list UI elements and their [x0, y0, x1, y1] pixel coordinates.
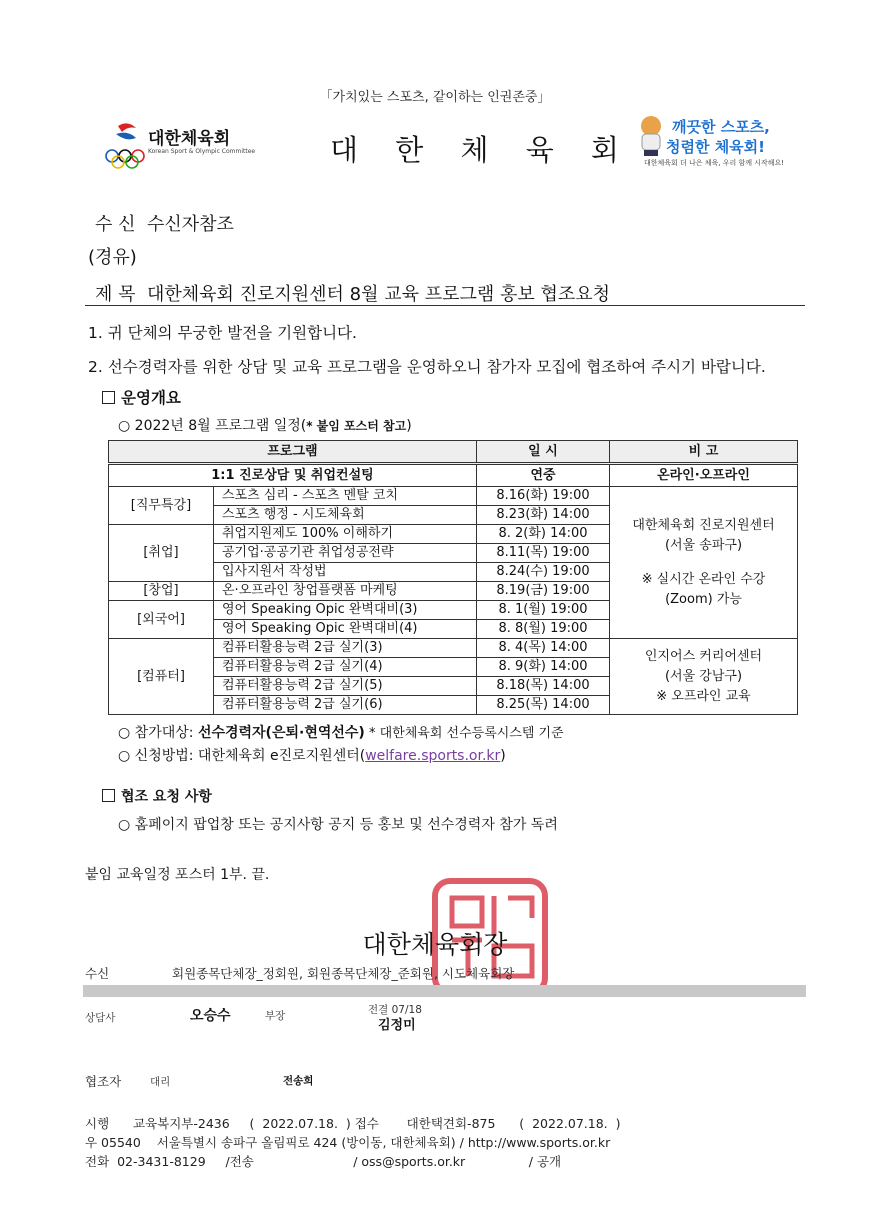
program-cell: 컴퓨터활용능력 2급 실기(6): [214, 696, 477, 715]
recipient-label: 수 신: [95, 214, 136, 235]
program-cell: 입사지원서 작성법: [214, 563, 477, 582]
sub-note: 온라인·오프라인: [610, 464, 798, 487]
logo-en: Korean Sport & Olympic Committee: [148, 148, 256, 155]
note-line: (서울 송파구): [664, 537, 743, 553]
logo-line2: 청렴한 체육회!: [666, 138, 766, 156]
apply-prefix: ○ 신청방법: 대한체육회 e진로지원센터(: [118, 748, 366, 764]
recipient-value: 수신자참조: [146, 214, 234, 235]
table-row: [109, 639, 798, 658]
category-cell: [외국어]: [109, 601, 214, 639]
paragraph-1: 1. 귀 단체의 무궁한 발전을 기원합니다.: [88, 324, 357, 342]
mascot-icon: [632, 114, 670, 158]
org-title: 대 한 체 육 회: [330, 133, 633, 167]
date-cell: 8. 1(월) 19:00: [477, 601, 610, 620]
signer-title: 대한체육회장: [362, 930, 508, 959]
integrity-campaign-logo: [632, 114, 785, 174]
category-cell: [컴퓨터]: [109, 639, 214, 715]
subject-label: 제 목: [95, 284, 136, 305]
apply-link[interactable]: welfare.sports.or.kr: [365, 748, 501, 764]
counselor-name: 오승수: [190, 1008, 231, 1024]
slogan: 「가치있는 스포츠, 같이하는 인권존중」: [319, 90, 551, 105]
address-line: 우 05540 서울특별시 송파구 올림픽로 424 (방이동, 대한체육회) / http://www.sports.or.kr: [85, 1135, 611, 1150]
category-cell: [취업]: [109, 525, 214, 582]
manager-name: 김정미: [378, 1018, 416, 1033]
program-cell: 컴퓨터활용능력 2급 실기(4): [214, 658, 477, 677]
apply-line: [118, 745, 506, 765]
logo-name: 대한체육회: [148, 129, 231, 149]
date-cell: 8.24(수) 19:00: [477, 563, 610, 582]
sub-date: 연중: [477, 464, 610, 487]
cooperator-label: 협조자: [85, 1074, 122, 1089]
date-cell: 8.23(화) 14:00: [477, 506, 610, 525]
logo-line1: 깨끗한 스포츠,: [672, 118, 770, 136]
program-cell: 스포츠 행정 - 시도체육회: [214, 506, 477, 525]
table-row: [109, 464, 798, 487]
section-request: [102, 786, 212, 806]
section-overview-label: 운영개요: [121, 389, 181, 407]
header-date: 일 시: [477, 441, 610, 464]
cooperator-title: 대리: [150, 1076, 171, 1088]
date-cell: 8. 8(월) 19:00: [477, 620, 610, 639]
schedule-heading: [118, 415, 412, 435]
category-cell: [직무특강]: [109, 487, 214, 525]
checkbox-icon: [102, 789, 115, 802]
recipients-label: 수신: [85, 966, 110, 981]
note-line: (서울 강남구): [664, 668, 743, 684]
delegated-approval: 전결 07/18: [368, 1004, 422, 1016]
contact-line: 전화 02-3431-8129 /전송 / oss@sports.or.kr / 공개: [85, 1154, 562, 1169]
section-request-label: 협조 요청 사항: [121, 789, 212, 805]
note-line: [618, 556, 789, 570]
paragraph-2: 2. 선수경력자를 위한 상담 및 교육 프로그램을 운영하오니 참가자 모집에 협조하여 주시기 바랍니다.: [88, 358, 766, 376]
via-line: (경유): [88, 247, 137, 268]
program-schedule-table: [108, 440, 798, 715]
program-cell: 영어 Speaking Opic 완벽대비(3): [214, 601, 477, 620]
program-cell: 컴퓨터활용능력 2급 실기(3): [214, 639, 477, 658]
request-line: ○ 홈페이지 팝업창 또는 공지사항 공지 등 홍보 및 선수경력자 참가 독려: [118, 817, 558, 833]
date-cell: 8.16(화) 19:00: [477, 487, 610, 506]
note-cell-1: [610, 487, 798, 639]
table-header-row: [109, 441, 798, 464]
attachment-line: 붙임 교육일정 포스터 1부. 끝.: [85, 867, 270, 883]
olympic-rings-icon: [104, 120, 148, 170]
target-line: [118, 722, 564, 742]
program-cell: 컴퓨터활용능력 2급 실기(5): [214, 677, 477, 696]
note-line: 대한체육회 진로지원센터: [632, 517, 775, 533]
program-cell: 공기업·공공기관 취업성공전략: [214, 544, 477, 563]
subject-line: [95, 280, 610, 306]
program-cell: 영어 Speaking Opic 완벽대비(4): [214, 620, 477, 639]
logo-tagline: 대한체육회 더 나은 체육, 우리 함께 시작해요!: [644, 159, 785, 167]
enforcement-line: 시행 교육복지부-2436 ( 2022.07.18. ) 접수 대한택견회-875 ( 2022.07.18. ): [85, 1116, 621, 1131]
manager-label: 부장: [265, 1010, 286, 1022]
subject-divider: [85, 305, 805, 306]
header-note: 비 고: [610, 441, 798, 464]
subject-value: 대한체육회 진로지원센터 8월 교육 프로그램 홍보 협조요청: [146, 284, 611, 305]
recipient-line: [95, 210, 234, 236]
section-overview: [102, 386, 181, 408]
note-cell-2: [610, 639, 798, 715]
header-program: 프로그램: [109, 441, 477, 464]
schedule-suffix: ): [406, 418, 412, 434]
table-row: [109, 487, 798, 506]
date-cell: 8.18(목) 14:00: [477, 677, 610, 696]
date-cell: 8.19(금) 19:00: [477, 582, 610, 601]
program-cell: 스포츠 심리 - 스포츠 멘탈 코치: [214, 487, 477, 506]
date-cell: 8.25(목) 14:00: [477, 696, 610, 715]
category-cell: [창업]: [109, 582, 214, 601]
schedule-prefix: ○ 2022년 8월 프로그램 일정(: [118, 418, 307, 434]
note-line: ※ 실시간 온라인 수강: [641, 571, 766, 587]
cooperator-name: 전송희: [283, 1075, 314, 1087]
apply-suffix: ): [500, 748, 506, 764]
program-cell: 취업지원제도 100% 이해하기: [214, 525, 477, 544]
note-line: (Zoom) 가능: [665, 591, 742, 607]
program-cell: 온·오프라인 창업플랫폼 마케팅: [214, 582, 477, 601]
date-cell: 8. 9(화) 14:00: [477, 658, 610, 677]
target-prefix: ○ 참가대상:: [118, 725, 198, 741]
date-cell: 8.11(목) 19:00: [477, 544, 610, 563]
counselor-label: 상담사: [85, 1012, 116, 1024]
ksoc-logo: [104, 120, 256, 170]
target-suffix: * 대한체육회 선수등록시스템 기준: [364, 726, 564, 741]
date-cell: 8. 2(화) 14:00: [477, 525, 610, 544]
sub-program: 1:1 진로상담 및 취업컨설팅: [109, 464, 477, 487]
checkbox-icon: [102, 391, 115, 404]
target-bold: 선수경력자(은퇴·현역선수): [197, 725, 365, 741]
schedule-note: * 붙임 포스터 참고: [306, 419, 407, 433]
note-line: ※ 오프라인 교육: [656, 688, 751, 704]
recipients-list: 회원종목단체장_정회원, 회원종목단체장_준회원, 시도체육회장: [172, 966, 515, 981]
divider-bar: [83, 985, 806, 997]
date-cell: 8. 4(목) 14:00: [477, 639, 610, 658]
note-line: 인지어스 커리어센터: [644, 648, 763, 664]
